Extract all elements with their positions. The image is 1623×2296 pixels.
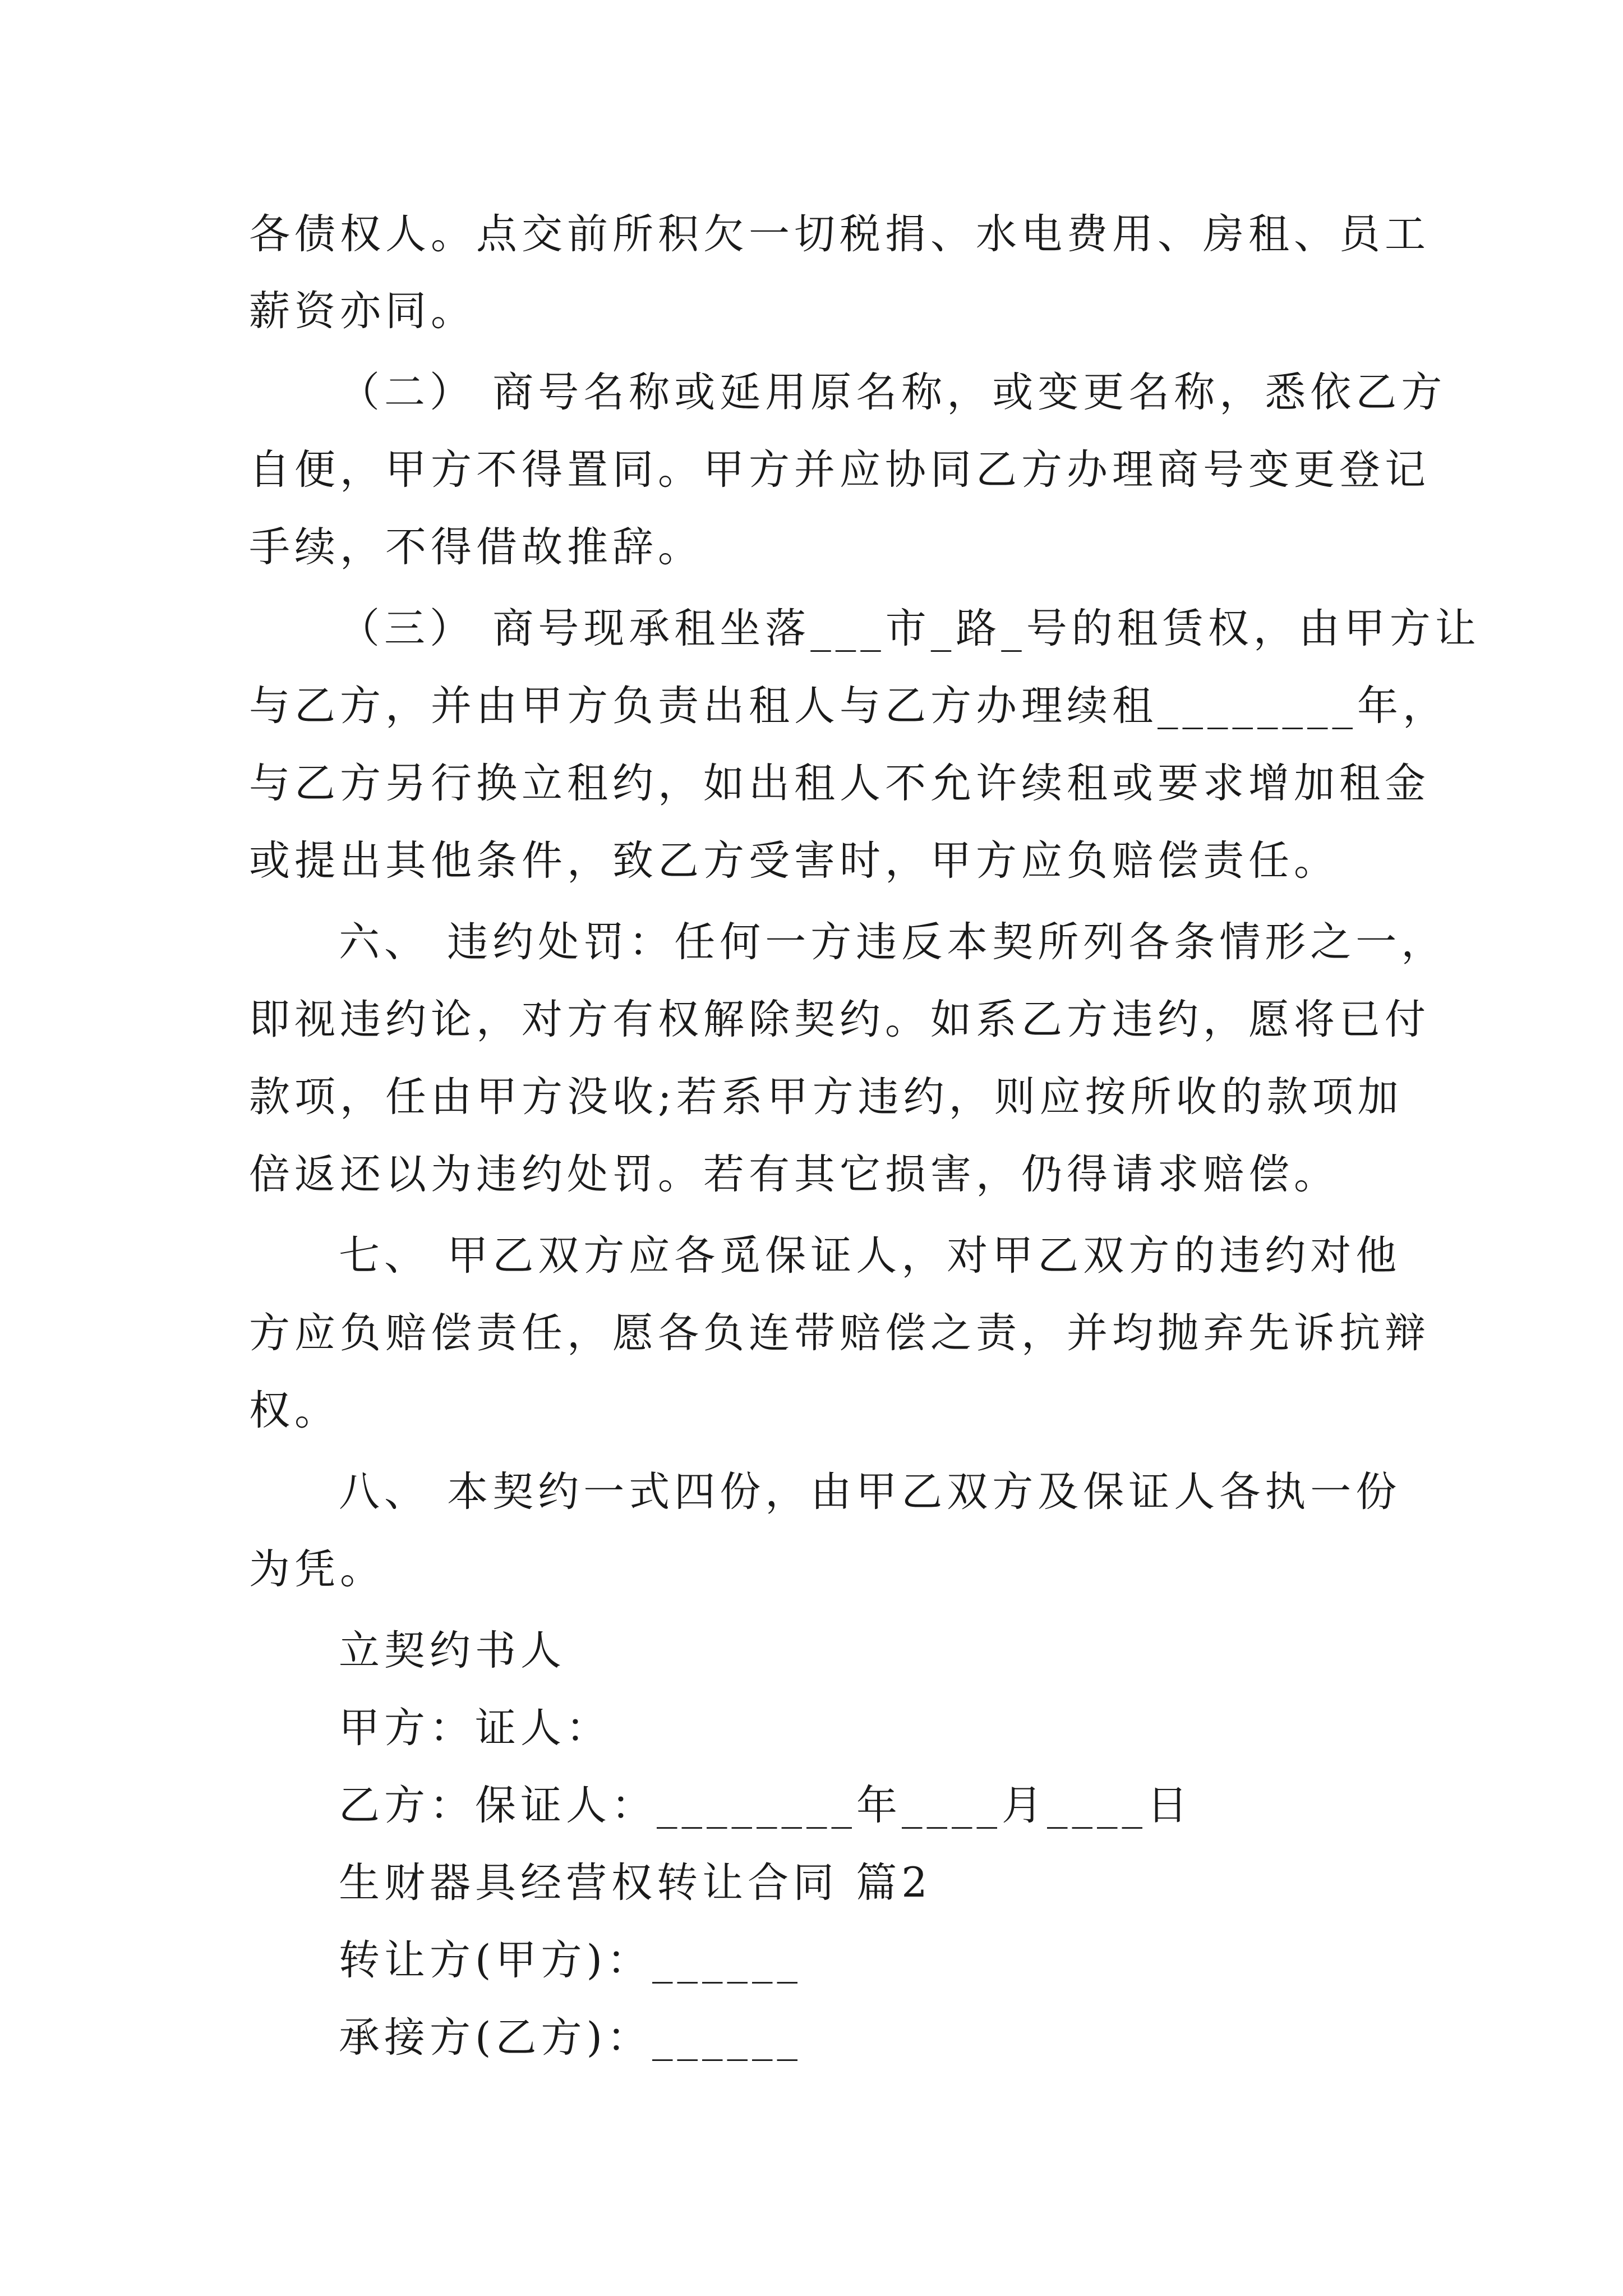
paragraph-line: 即视违约论，对方有权解除契约。如系乙方违约，愿将已付 xyxy=(249,996,1430,1043)
paragraph-line: 方应负赔偿责任，愿各负连带赔偿之责，并均抛弃先诉抗辩 xyxy=(249,1309,1430,1357)
paragraph-line: 与乙方，并由甲方负责出租人与乙方办理续租________年， xyxy=(249,682,1448,730)
paragraph-line: 款项，任由甲方没收;若系甲方违约，则应按所收的款项加 xyxy=(249,1073,1403,1121)
paragraph-line: 与乙方另行换立租约，如出租人不允许续租或要求增加租金 xyxy=(249,760,1430,807)
paragraph-line: 薪资亦同。 xyxy=(249,287,476,335)
transferor-line: 转让方(甲方)：______ xyxy=(339,1936,802,1984)
section-7-heading-line: 七、 甲乙双方应各觅保证人，对甲乙双方的违约对他 xyxy=(339,1232,1401,1280)
paragraph-line: 手续，不得借故推辞。 xyxy=(249,523,703,571)
clause-2-heading-line: （二） 商号名称或延用原名称，或变更名称，悉依乙方 xyxy=(339,369,1447,416)
section-8-heading-line: 八、 本契约一式四份，由甲乙双方及保证人各执一份 xyxy=(339,1468,1401,1516)
clause-3-heading-line: （三） 商号现承租坐落___市_路_号的租赁权，由甲方让 xyxy=(339,605,1481,652)
paragraph-line: 或提出其他条件，致乙方受害时，甲方应负赔偿责任。 xyxy=(249,837,1339,885)
section-title: 生财器具经营权转让合同 篇2 xyxy=(339,1859,932,1907)
paragraph-line: 各债权人。点交前所积欠一切税捐、水电费用、房租、员工 xyxy=(249,210,1430,258)
signatory-heading: 立契约书人 xyxy=(339,1627,566,1674)
section-6-heading-line: 六、 违约处罚：任何一方违反本契所列各条情形之一， xyxy=(339,918,1447,966)
paragraph-line: 自便，甲方不得置同。甲方并应协同乙方办理商号变更登记 xyxy=(249,446,1430,494)
party-a-witness-line: 甲方：证人： xyxy=(339,1704,611,1752)
paragraph-line: 倍返还以为违约处罚。若有其它损害，仍得请求赔偿。 xyxy=(249,1151,1339,1198)
paragraph-line: 为凭。 xyxy=(249,1545,385,1593)
paragraph-line: 权。 xyxy=(249,1387,340,1434)
transferee-line: 承接方(乙方)：______ xyxy=(339,2014,802,2062)
party-b-guarantor-date-line: 乙方：保证人：________年____月____日 xyxy=(339,1782,1192,1829)
